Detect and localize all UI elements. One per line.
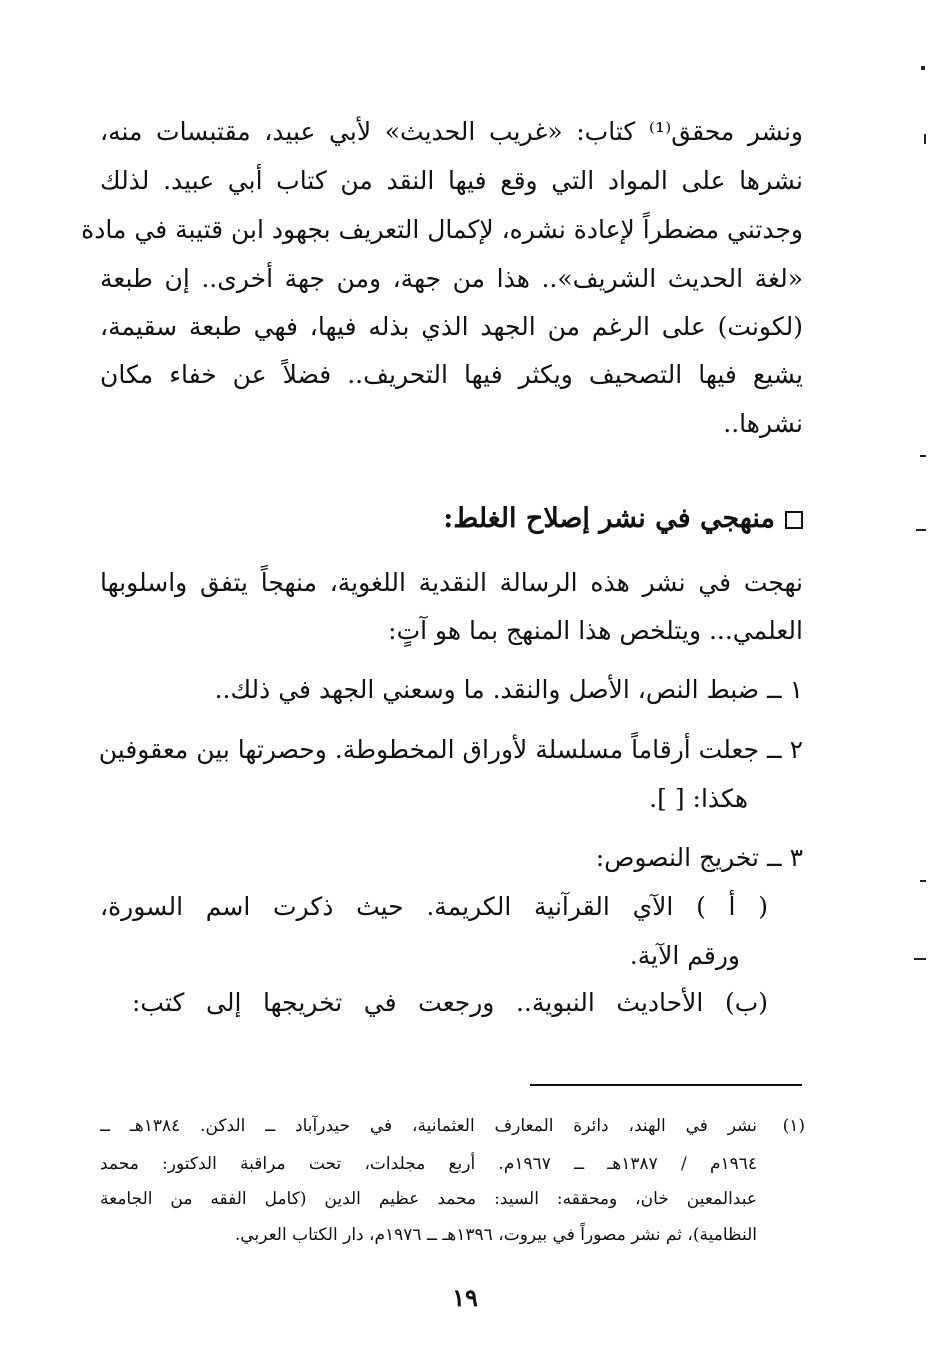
body-line: العلمي... ويتلخص هذا المنهج بما هو آتٍ: bbox=[388, 616, 803, 645]
footnote-line bbox=[100, 1185, 805, 1213]
footnote-number: (١) bbox=[782, 1116, 805, 1136]
scan-mark bbox=[924, 134, 926, 144]
footnote-line bbox=[100, 1150, 805, 1178]
intro-line: وجدتني مضطراً لإعادة نشره، لإكمال التعريف بجهود ابن قتيبة في مادة bbox=[81, 215, 803, 244]
footnote-text: ١٩٦٤م / ١٣٨٧هـ ــ ١٩٦٧م. أربع مجلدات، تحت مراقبة الدكتور: محمد bbox=[100, 1154, 757, 1174]
list-item-1: ١ ــ ضبط النص، الأصل والنقد. ما وسعني الجهد في ذلك.. bbox=[214, 675, 803, 704]
sub-item-a: ( أ ) الآي القرآنية الكريمة. حيث ذكرت اسم السورة، bbox=[100, 892, 768, 921]
body-line: نهجت في نشر هذه الرسالة النقدية اللغوية، منهجاً يتفق واسلوبها bbox=[100, 568, 803, 597]
list-item-2: ٢ ــ جعلت أرقاماً مسلسلة لأوراق المخطوطة. وحصرتها بين معقوفين bbox=[98, 735, 803, 764]
sub-item-b: (ب) الأحاديث النبوية.. ورجعت في تخريجها إلى كتب: bbox=[132, 988, 768, 1017]
square-bullet-icon bbox=[785, 511, 803, 529]
section-heading-text: منهجي في نشر إصلاح الغلط: bbox=[443, 503, 775, 534]
footnote-text: نشر في الهند، دائرة المعارف العثمانية، في حيدرآباد ــ الدكن. ١٣٨٤هـ ــ bbox=[100, 1116, 757, 1136]
intro-line: نشرها.. bbox=[723, 409, 803, 438]
section-heading bbox=[100, 499, 803, 539]
page-number: ١٩ bbox=[452, 1283, 478, 1312]
footnote-rule bbox=[530, 1084, 802, 1086]
intro-line: ونشر محقق⁽¹⁾ كتاب: «غريب الحديث» لأبي عبيد، مقتبسات منه، bbox=[100, 117, 803, 146]
list-item-2-cont: هكذا: [ ]. bbox=[649, 784, 748, 813]
intro-line: «لغة الحديث الشريف».. هذا من جهة، ومن جهة أخرى.. إن طبعة bbox=[100, 264, 803, 293]
footnote-text: عبدالمعين خان، ومحققه: السيد: محمد عظيم الدين (كامل الفقه من الجامعة bbox=[100, 1189, 757, 1209]
intro-line: نشرها على المواد التي وقع فيها النقد من كتاب أبي عبيد. لذلك bbox=[100, 166, 803, 195]
scan-mark bbox=[916, 529, 926, 531]
footnote-text: النظامية)، ثم نشر مصوراً في بيروت، ١٣٩٦هـ ــ ١٩٧٦م، دار الكتاب العربي. bbox=[234, 1225, 757, 1245]
sub-item-a-cont: ورقم الآية. bbox=[629, 941, 740, 970]
scan-mark bbox=[920, 455, 926, 457]
scan-mark bbox=[921, 66, 925, 70]
intro-line: (لكونت) على الرغم من الجهد الذي بذله فيها، فهي طبعة سقيمة، bbox=[100, 312, 803, 341]
list-item-3: ٣ ــ تخريج النصوص: bbox=[595, 843, 803, 872]
footnote-line bbox=[100, 1221, 805, 1249]
intro-line: يشيع فيها التصحيف ويكثر فيها التحريف.. فضلاً عن خفاء مكان bbox=[100, 360, 803, 389]
scan-mark bbox=[920, 880, 926, 882]
scan-mark bbox=[914, 958, 926, 960]
footnote-line bbox=[100, 1112, 805, 1140]
